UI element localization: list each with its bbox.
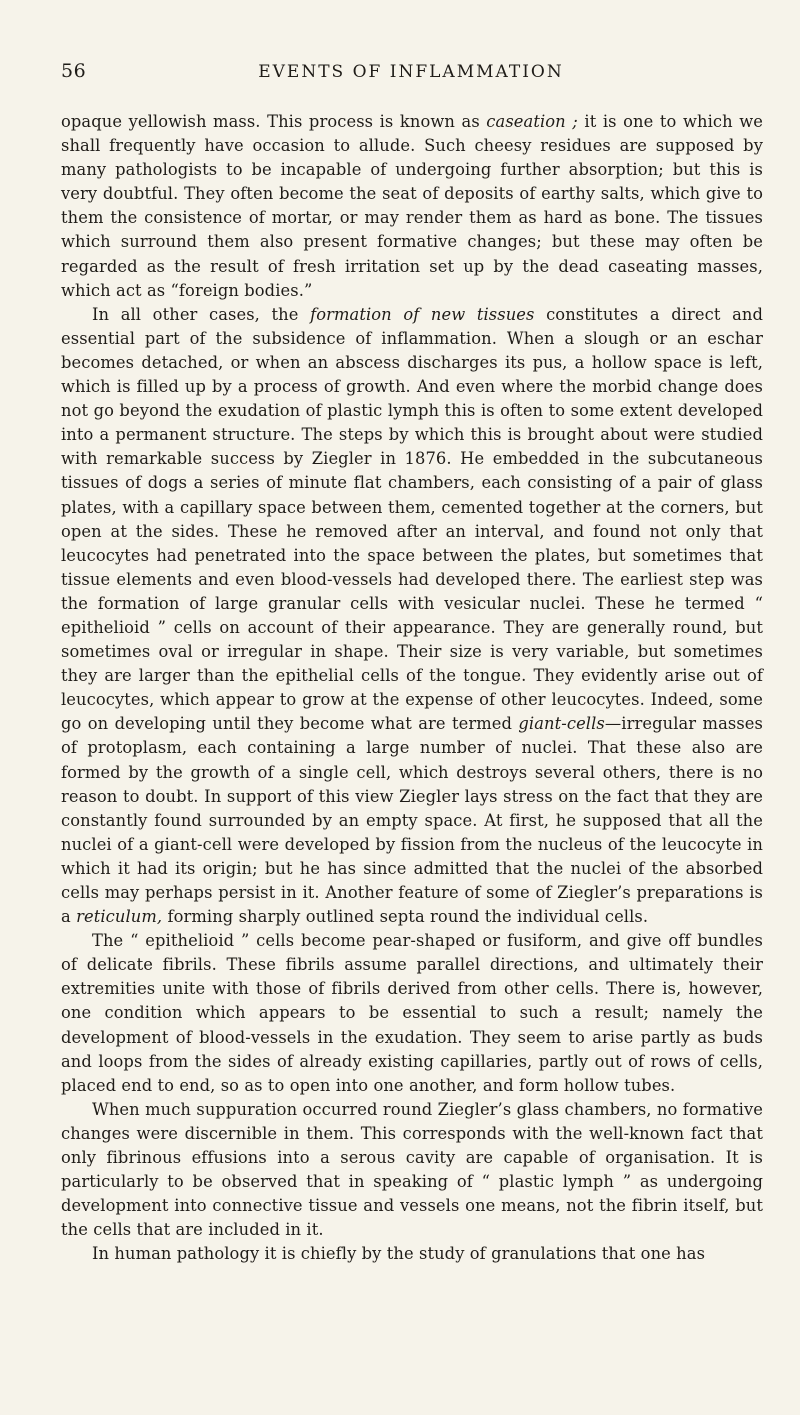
text-run: In human pathology it is chiefly by the study of granulations that one has (92, 1244, 706, 1264)
italic-term-formation-of-new-tissues: formation of new tissues (310, 304, 535, 324)
body-text (61, 110, 763, 1267)
text-run: The “ epithelioid ” cells become pear-shaped or fusiform, and give off bundles of delicate fibrils. These fibrils assume parallel directions, and ultimately their extremities unite with those of fibrils derived from other cells. There is, however, one condition which appears to be essential to such a result; namely the development of blood-vessels in the exudation. They seem to arise partly as buds and loops from the sides of already existing capillaries, partly out of rows of cells, placed end to end, so as to open into one another, and form hollow tubes. (61, 931, 763, 1095)
text-run: opaque yellowish mass. This process is known as (61, 112, 487, 131)
text-run: —irregular masses of protoplasm, each containing a large number of nuclei. That these also are formed by the growth of a single cell, which destroys several others, there is no reason to doubt. In support of this view Ziegler lays stress on the fact that they are constantly found surrounded by an empty space. At first, he supposed that all the nuclei of a giant-cell were developed by fission from the nucleus of the leucocyte in which it had its origin; but he has since admitted that the nuclei of the absorbed cells may perhaps persist in it. Another feature of some of Ziegler’s preparations is a (61, 714, 763, 927)
text-run: it is one to which we shall frequently have occasion to allude. Such cheesy residues are supposed by many pathologists to be incapable of undergoing further absorption; but this is very doubtful. They often become the seat of deposits of earthy salts, which give to them the consistence of mortar, or may render them as hard as bone. The tissues which surround them also present formative changes; but these may often be regarded as the result of fresh irritation set up by the dead caseating masses, which act as “foreign bodies.” (61, 112, 763, 300)
paragraph-human-pathology (61, 1242, 763, 1266)
page-header (61, 60, 761, 90)
paragraph-epithelioid-cells (61, 929, 763, 1098)
italic-term-caseation: caseation ; (486, 112, 578, 131)
text-run: In all other cases, the (92, 304, 311, 324)
page-number: 56 (61, 60, 87, 82)
running-head: EVENTS OF INFLAMMATION (258, 62, 564, 82)
text-run: forming sharply outlined septa round the individual cells. (162, 907, 649, 927)
paragraph-new-tissues (61, 303, 763, 929)
paragraph-caseation (61, 110, 763, 303)
italic-term-reticulum: reticulum, (76, 907, 163, 927)
italic-term-giant-cells: giant-cells (518, 714, 605, 734)
paragraph-suppuration (61, 1098, 763, 1243)
text-run: When much suppuration occurred round Ziegler’s glass chambers, no formative changes were discernible in them. This corresponds with the well-known fact that only fibrinous effusions into a serous cavity are capable of organisation. It is particularly to be observed that in speaking of “ plastic lymph ” as undergoing development into connective tissue and vessels one means, not the fibrin itself, but the cells that are included in it. (61, 1099, 763, 1240)
text-run: constitutes a direct and essential part of the subsidence of inflammation. When a slough or an eschar becomes detached, or when an abscess discharges its pus, a hollow space is left, which is filled up by a process of growth. And even where the morbid change does not go beyond the exudation of plastic lymph this is often to some extent developed into a permanent structure. The steps by which this is brought about were studied with remarkable success by Ziegler in 1876. He embedded in the subcutaneous tissues of dogs a series of minute flat chambers, each consisting of a pair of glass plates, with a capillary space between them, cemented together at the corners, but open at the sides. These he removed after an interval, and found not only that leucocytes had penetrated into the space between the plates, but sometimes that tissue elements and even blood-vessels had developed there. The earliest step was the formation of large granular cells with vesicular nuclei. These he termed “ epithelioid ” cells on account of their appearance. They are generally round, but sometimes oval or irregular in shape. Their size is very variable, but sometimes they are larger than the epithelial cells of the tongue. They evidently arise out of leucocytes, which appear to grow at the expense of other leucocytes. Indeed, some go on developing until they become what are termed (61, 304, 763, 734)
